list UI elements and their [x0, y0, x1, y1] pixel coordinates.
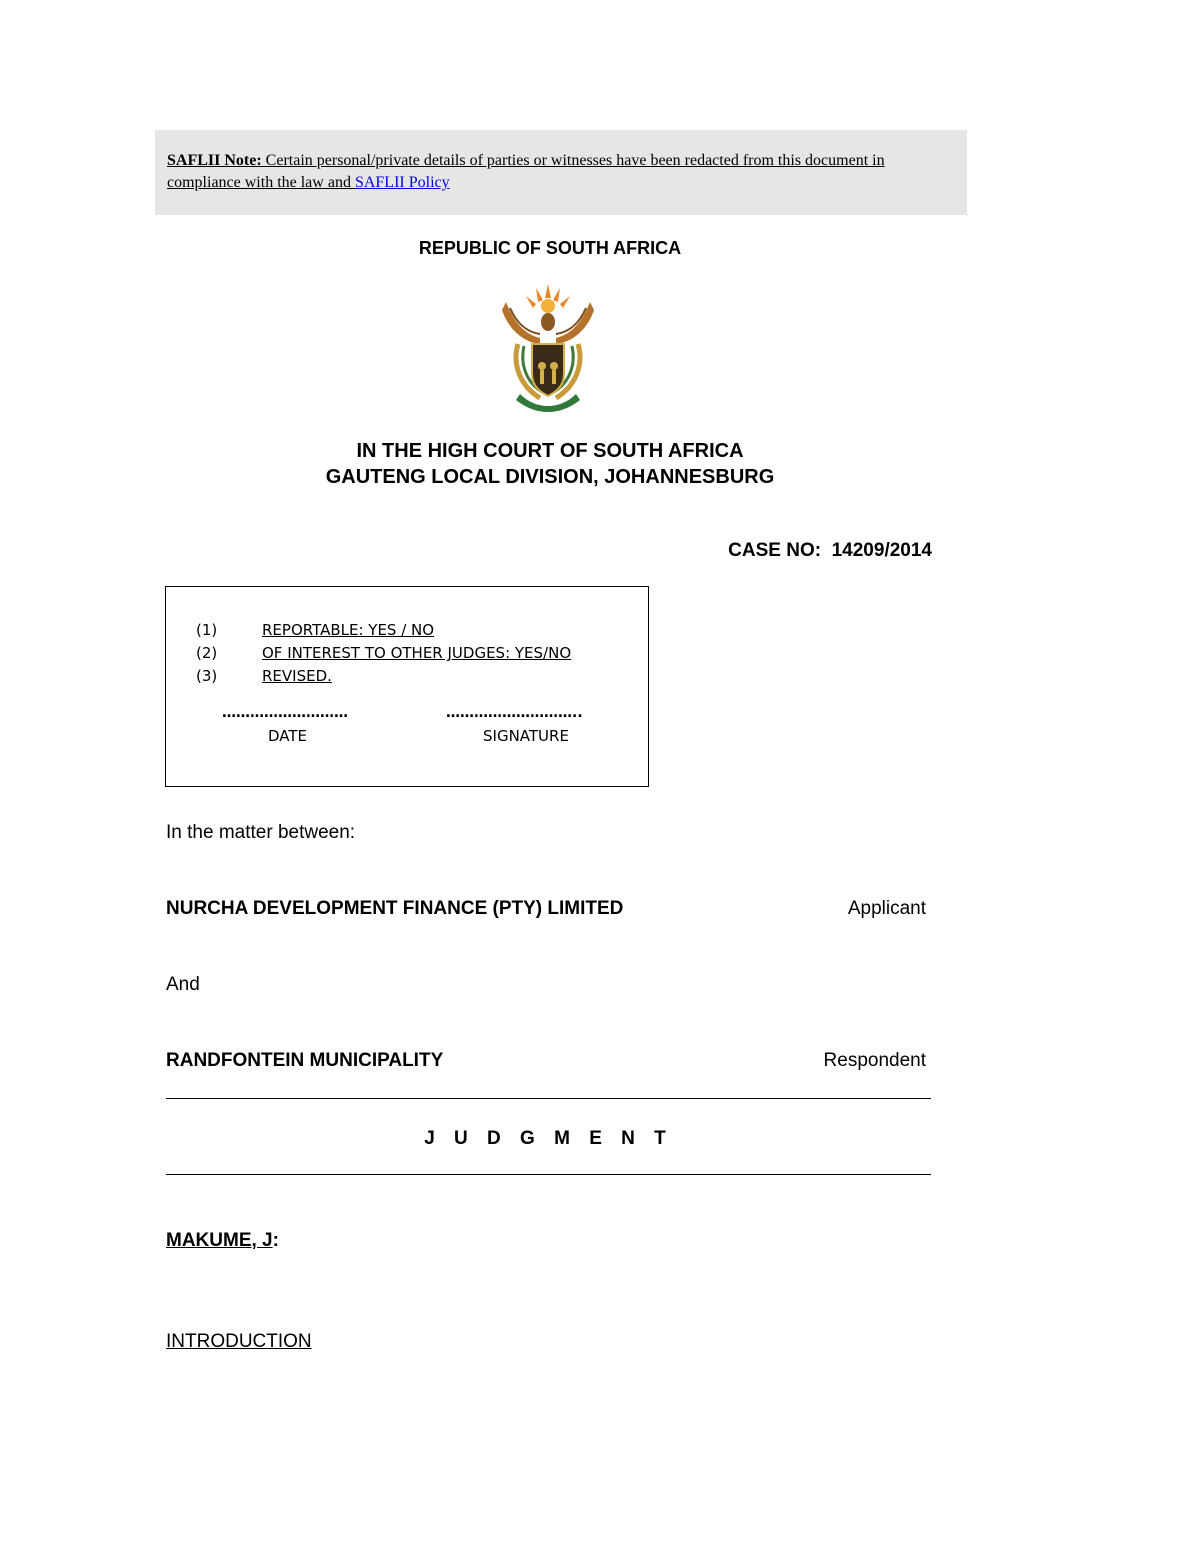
- introduction-heading: INTRODUCTION: [166, 1331, 312, 1352]
- date-label: DATE: [268, 727, 308, 745]
- note-label: SAFLII Note:: [167, 152, 262, 169]
- case-number: CASE NO: 14209/2014: [728, 540, 932, 561]
- item-number: (3): [196, 667, 218, 685]
- judge-heading: [166, 1230, 279, 1252]
- applicant-role: Applicant: [847, 898, 926, 919]
- item-text: REVISED.: [262, 667, 332, 685]
- divider-top: [166, 1098, 931, 1099]
- respondent-role: Respondent: [823, 1050, 926, 1071]
- item-number: (2): [196, 644, 218, 662]
- judge-colon: :: [272, 1230, 279, 1251]
- respondent-name: RANDFONTEIN MUNICIPALITY: [166, 1050, 444, 1071]
- item-text: OF INTEREST TO OTHER JUDGES: YES/NO: [262, 644, 572, 662]
- applicant-name: NURCHA DEVELOPMENT FINANCE (PTY) LIMITED: [166, 898, 624, 919]
- saflii-policy-link[interactable]: SAFLII Policy: [354, 174, 450, 191]
- reportable-item-1: [196, 621, 434, 639]
- judgment-title: J U D G M E N T: [424, 1128, 673, 1149]
- signature-label: SIGNATURE: [483, 727, 569, 745]
- court-line-1: IN THE HIGH COURT OF SOUTH AFRICA: [356, 440, 744, 462]
- reportable-box: [165, 586, 649, 787]
- matter-between: In the matter between:: [166, 822, 356, 843]
- saflii-note: [155, 130, 967, 215]
- court-line-2: GAUTENG LOCAL DIVISION, JOHANNESBURG: [325, 466, 775, 488]
- and-text: And: [166, 974, 200, 995]
- date-line: ………………………: [222, 705, 348, 721]
- reportable-item-2: [196, 644, 571, 662]
- court-heading: [0, 438, 1100, 490]
- reportable-item-3: [196, 667, 332, 685]
- republic-heading: REPUBLIC OF SOUTH AFRICA: [418, 238, 682, 258]
- item-number: (1): [196, 621, 218, 639]
- item-text: REPORTABLE: YES / NO: [262, 621, 435, 639]
- divider-bottom: [166, 1174, 931, 1175]
- note-text: Certain personal/private details of parties or witnesses have been redacted from this document in compliance with the law and: [167, 152, 885, 191]
- judge-name: MAKUME, J: [166, 1230, 273, 1251]
- coat-of-arms-icon: [496, 282, 600, 412]
- signature-line: ………………………..: [446, 705, 583, 721]
